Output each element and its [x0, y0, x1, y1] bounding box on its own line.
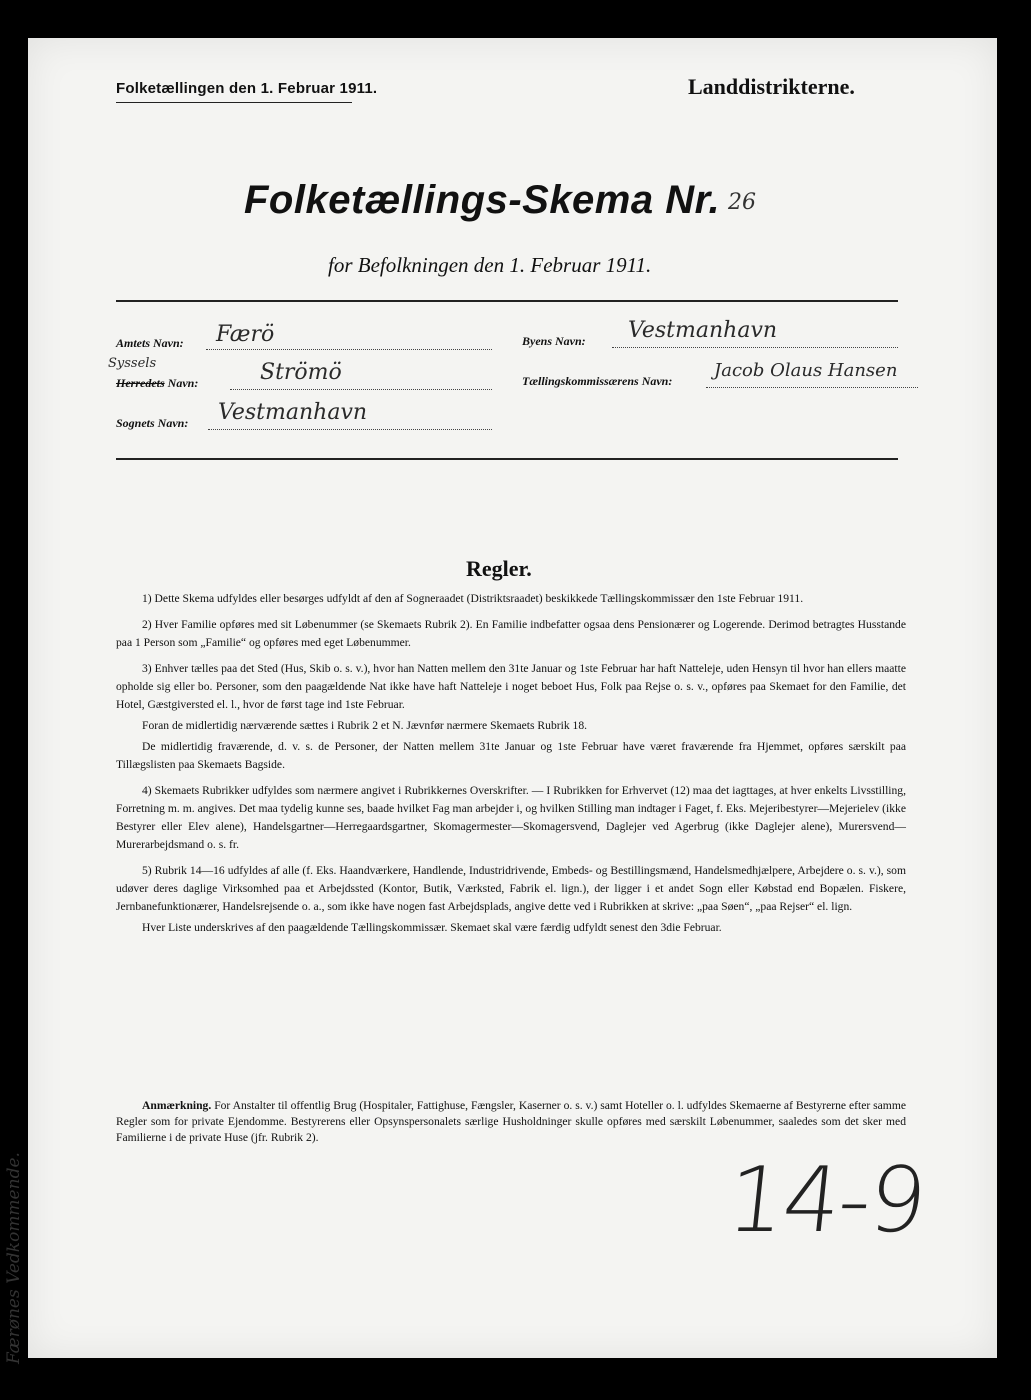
- by-dotline: [612, 346, 898, 348]
- rule-paragraph: 1) Dette Skema udfyldes eller besørges udfyldt af den af Sogneraadet (Distriktsraadet) beskikkede Tællingskommissær den 1ste Februar 1911.: [142, 592, 804, 605]
- annotation-label: Anmærkning.: [142, 1099, 212, 1112]
- header-underline: [116, 102, 352, 103]
- by-label: Byens Navn:: [522, 334, 586, 348]
- kommissaer-label: Tællingskommissærens Navn:: [522, 374, 673, 388]
- herred-value: Strömö: [260, 360, 342, 385]
- rule-paragraph: 4) Skemaets Rubrikker udfyldes som nærmere angivet i Rubrikkernes Overskrifter. — I Rubrikken for Erhvervet (12) maa det iagttages, at hver enkelts Livsstilling, Forretning m. m. angives. Det maa tydelig kunne ses, baade hvilket Fag man arbejder i, og hvilken Stilling man indtager i Faget, f. Eks. Mejeribestyrer—Mejerielev (ikke Bestyrer eller Elev alene), Handelsgartner—Herregaardsgartner, Skomagermester—Skomagersvend, Daglejer ved Agerbrug (ikke Daglejer alene), Murersvend—Murerarbejdsmand o. s. fr.: [116, 784, 906, 851]
- rules-heading: Regler.: [466, 556, 532, 581]
- header-district-type: Landdistrikterne.: [688, 74, 855, 99]
- amt-dotline: [206, 348, 492, 350]
- rule-paragraph: 5) Rubrik 14—16 udfyldes af alle (f. Eks. Haandværkere, Handlende, Industridrivende, Embeds- og Bestillingsmænd, Handelsmedhjælpere, Arbejdere o. s. v.), som udøver deres daglige Virksomhed paa et Arbejdssted (Kontor, Butik, Værksted, Fabrik el. lign.), der ligger i et andet Sogn eller Købstad end Bopælen. Fiskere, Jernbanefunktionærer, Handelsrejsende o. a., som ikke have nogen fast Arbejdsplads, angive dette ved i Rubrikken at skrive: „paa Søen“, „paa Rejser“ el. lign.: [116, 864, 906, 913]
- herred-label-handwritten: Syssels: [108, 356, 157, 371]
- herred-label-suffix: Navn:: [167, 376, 199, 390]
- top-divider: [116, 300, 898, 302]
- herred-dotline: [230, 388, 492, 390]
- kommissaer-value: Jacob Olaus Hansen: [714, 360, 898, 381]
- rule-paragraph: 2) Hver Familie opføres med sit Løbenummer (se Skemaets Rubrik 2). En Familie indbefatter ogsaa dens Pensionærer og Logerende. Derimod betragtes Husstande paa 1 Person som „Familie“ og opføres med eget Løbenummer.: [116, 618, 906, 649]
- rule-paragraph: Foran de midlertidig nærværende sættes i Rubrik 2 et N. Jævnfør nærmere Skemaets Rubrik 18.: [142, 719, 588, 732]
- handwritten-number-mark: 14-9: [722, 1148, 930, 1253]
- amt-label: Amtets Navn:: [116, 336, 184, 350]
- kommissaer-dotline: [706, 386, 918, 388]
- margin-note-line: Færønes Vedkommende.: [4, 1152, 24, 1364]
- form-title: Folketællings-Skema Nr.: [244, 178, 721, 222]
- by-value: Vestmanhavn: [628, 318, 778, 343]
- rule-paragraph: Hver Liste underskrives af den paagældende Tællingskommissær. Skemaet skal være færdig udfyldt senest den 3die Februar.: [142, 921, 722, 934]
- amt-value: Færö: [216, 322, 275, 347]
- annotation-note: [116, 1098, 906, 1146]
- census-form-page: [4, 38, 997, 1364]
- form-number: 26: [728, 190, 756, 215]
- rules-list: [116, 590, 906, 940]
- sogn-label: Sognets Navn:: [116, 416, 189, 430]
- form-subtitle: for Befolkningen den 1. Februar 1911.: [328, 253, 652, 277]
- herred-label-struck: Herredets: [116, 376, 165, 390]
- fields-divider: [116, 458, 898, 460]
- sogn-dotline: [208, 428, 492, 430]
- margin-handwritten-note: [0, 804, 26, 1364]
- header-census-date: Folketællingen den 1. Februar 1911.: [116, 80, 378, 97]
- rule-paragraph: 3) Enhver tælles paa det Sted (Hus, Skib o. s. v.), hvor han Natten mellem den 31te Januar og 1ste Februar har haft Natteleje, uden Hensyn til hvor han ellers maatte opholde sig eller bo. Personer, som den paagældende Nat ikke have haft Natteleje i noget beboet Hus, Folk paa Rejse o. s. v., opføres paa Skemaet for den Familie, det Hotel, Gæstgiversted el. l., hvor de først tage ind 1ste Februar.: [116, 662, 906, 711]
- rule-paragraph: De midlertidig fraværende, d. v. s. de Personer, der Natten mellem 31te Januar og 1ste Februar have været fraværende fra Hjemmet, opføres særskilt paa Tillægslisten paa Skemaets Bagside.: [116, 740, 906, 771]
- annotation-text: For Anstalter til offentlig Brug (Hospitaler, Fattighuse, Fængsler, Kaserner o. s. v.) samt Hoteller o. l. udfyldes Skemaerne af Bestyrerne efter samme Regler som for private Ejendomme. Bestyrerens eller Opsynspersonalets særlige Husholdninger skulle opføres med særskilt Løbenummer, saaledes som det sker med Familierne i de private Huse (jfr. Rubrik 2).: [116, 1099, 906, 1144]
- sogn-value: Vestmanhavn: [218, 400, 368, 425]
- herred-label: [116, 376, 198, 391]
